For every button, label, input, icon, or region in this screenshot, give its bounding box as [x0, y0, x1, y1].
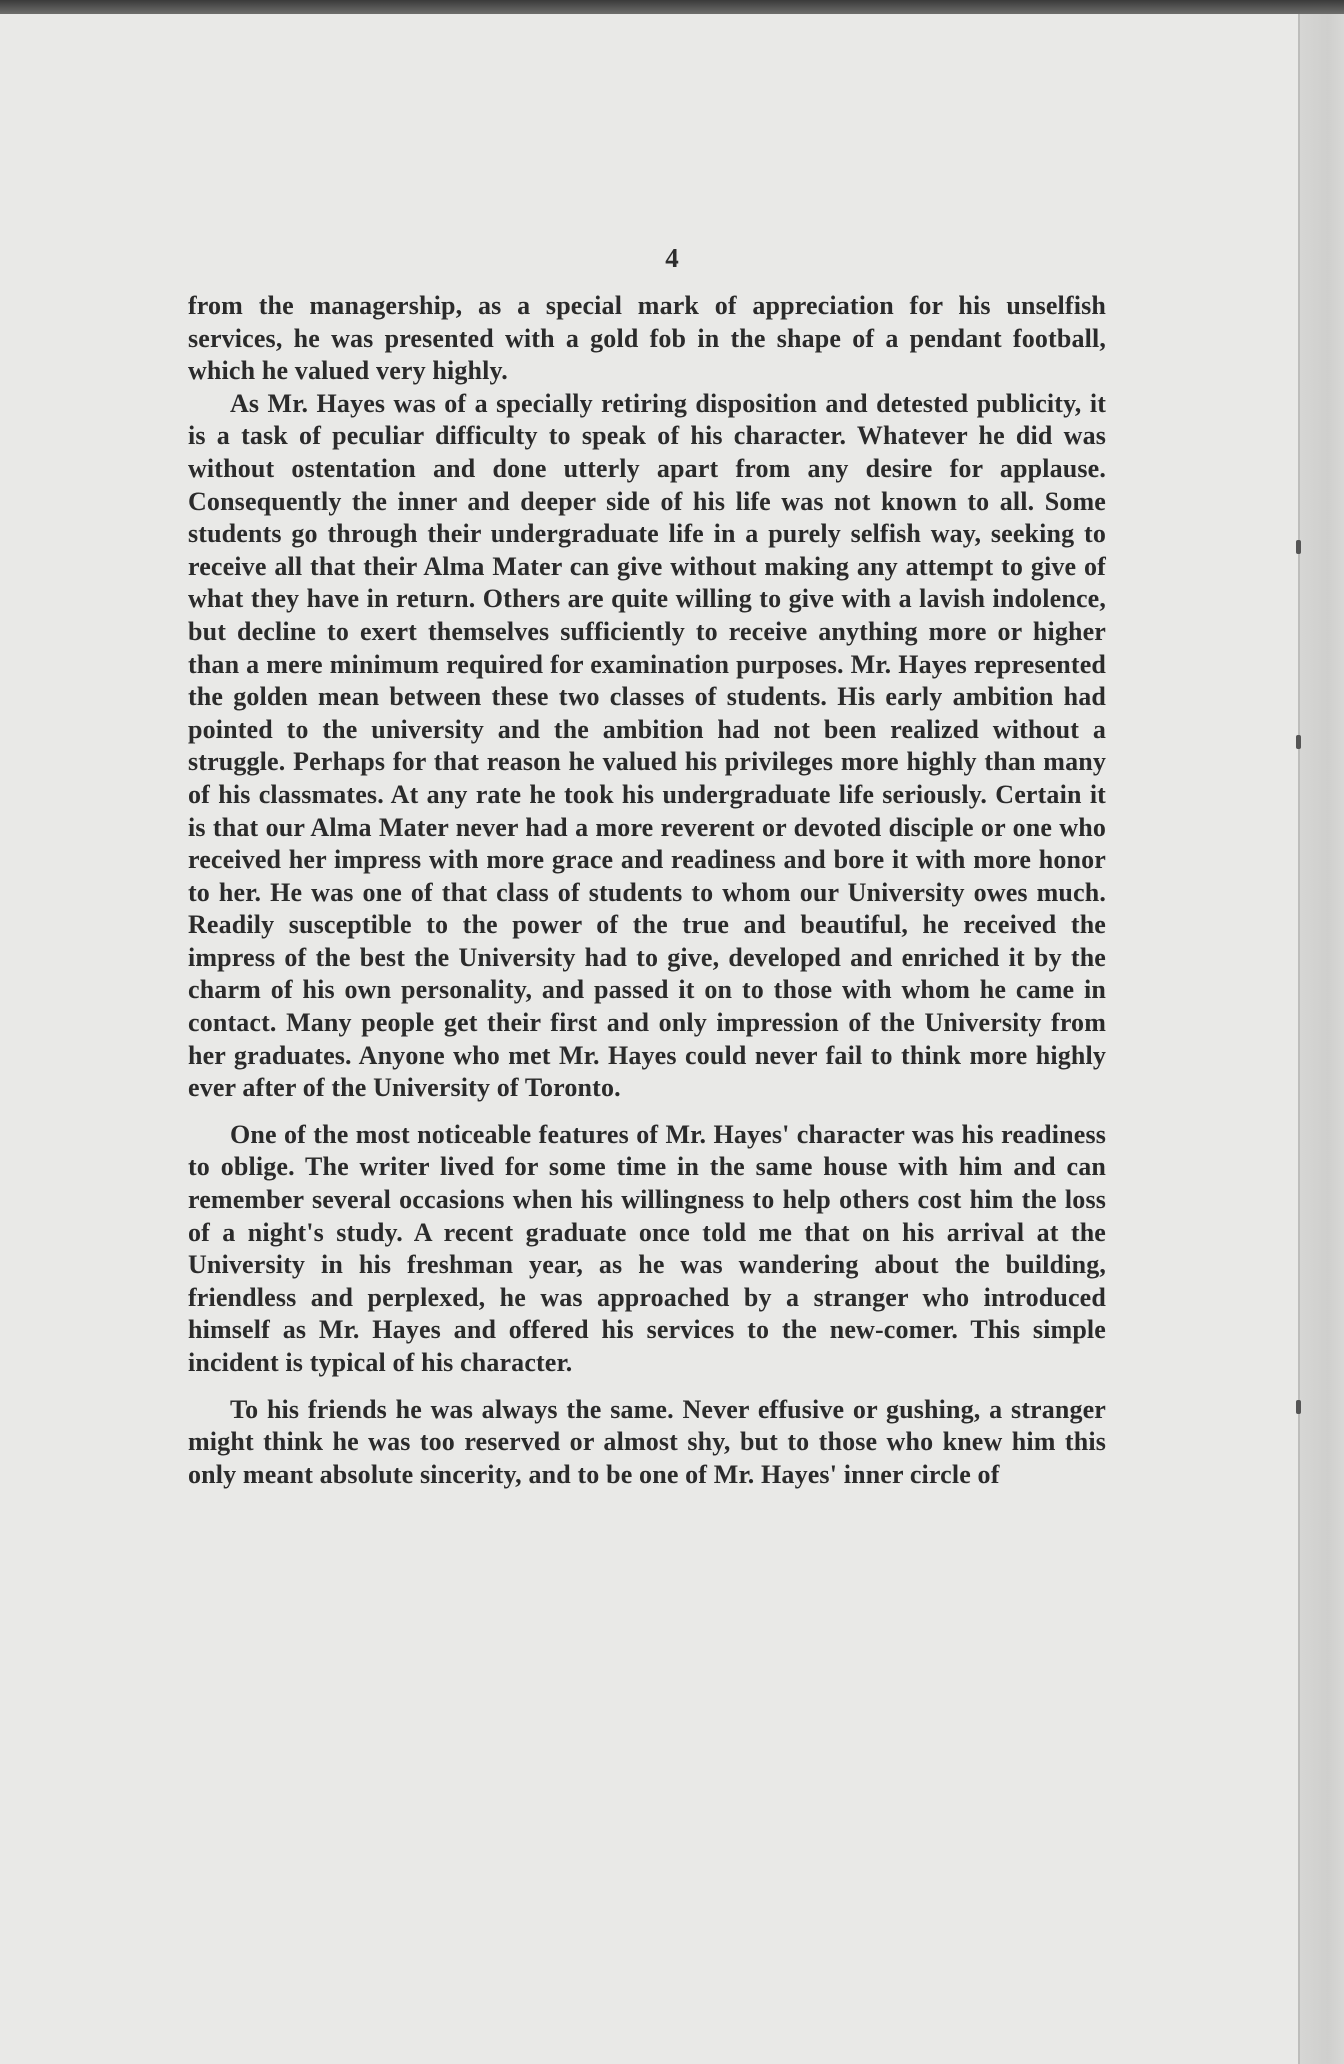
edge-binding-mark [1296, 1400, 1301, 1414]
paragraph-character: As Mr. Hayes was of a specially retiring disposition and detested publicity, it is a task of peculiar difficulty to speak of his character. Whatever he did was without ostentation and done utterly apart from any desire for applause. Consequently the inner and deeper side of his life was not known to all. Some students go through their undergraduate life in a purely selfish way, seeking to receive all that their Alma Mater can give without making any attempt to give of what they have in return. Others are quite willing to give with a lavish indolence, but decline to exert themselves sufficiently to receive anything more or higher than a mere minimum required for examination purposes. Mr. Hayes represented the golden mean between these two classes of students. His early ambition had pointed to the university and the ambition had not been realized without a struggle. Perhaps for that reason he valued his privileges more highly than many of his classmates. At any rate he took his undergraduate life seriously. Certain it is that our Alma Mater never had a more reverent or devoted disciple or one who received her impress with more grace and readiness and bore it with more honor to her. He was one of that class of students to whom our University owes much. Readily susceptible to the power of the true and beautiful, he received the impress of the best the University had to give, developed and enriched it by the charm of his own personality, and passed it on to those with whom he came in contact. Many people get their first and only impression of the University from her graduates. Anyone who met Mr. Hayes could never fail to think more highly ever after of the University of Toronto. [188, 388, 1106, 1103]
edge-binding-mark [1296, 735, 1301, 749]
page-gutter-edge [1298, 14, 1344, 2064]
paragraph-readiness: One of the most noticeable features of Mr. Hayes' character was his readiness to oblige. The writer lived for some time in the same house with him and can remember several occasions when his willingness to help others cost him the loss of a night's study. A recent graduate once told me that on his arrival at the University in his freshman year, as he was wandering about the building, friendless and perplexed, he was approached by a stranger who introduced himself as Mr. Hayes and offered his services to the new-comer. This simple incident is typical of his character. [188, 1119, 1106, 1377]
body-text [188, 290, 1106, 1491]
paragraph-friends: To his friends he was always the same. Never effusive or gushing, a stranger might think he was too reserved or almost shy, but to those who knew him this only meant absolute sincerity, and to be one of Mr. Hayes' inner circle of [188, 1394, 1106, 1489]
page-number: 4 [665, 243, 679, 273]
scan-top-border [0, 0, 1344, 14]
paragraph-continued: from the managership, as a special mark of appreciation for his unselfish services, he was presented with a gold fob in the shape of a pendant football, which he valued very highly. [188, 291, 1106, 386]
edge-binding-mark [1296, 540, 1301, 554]
